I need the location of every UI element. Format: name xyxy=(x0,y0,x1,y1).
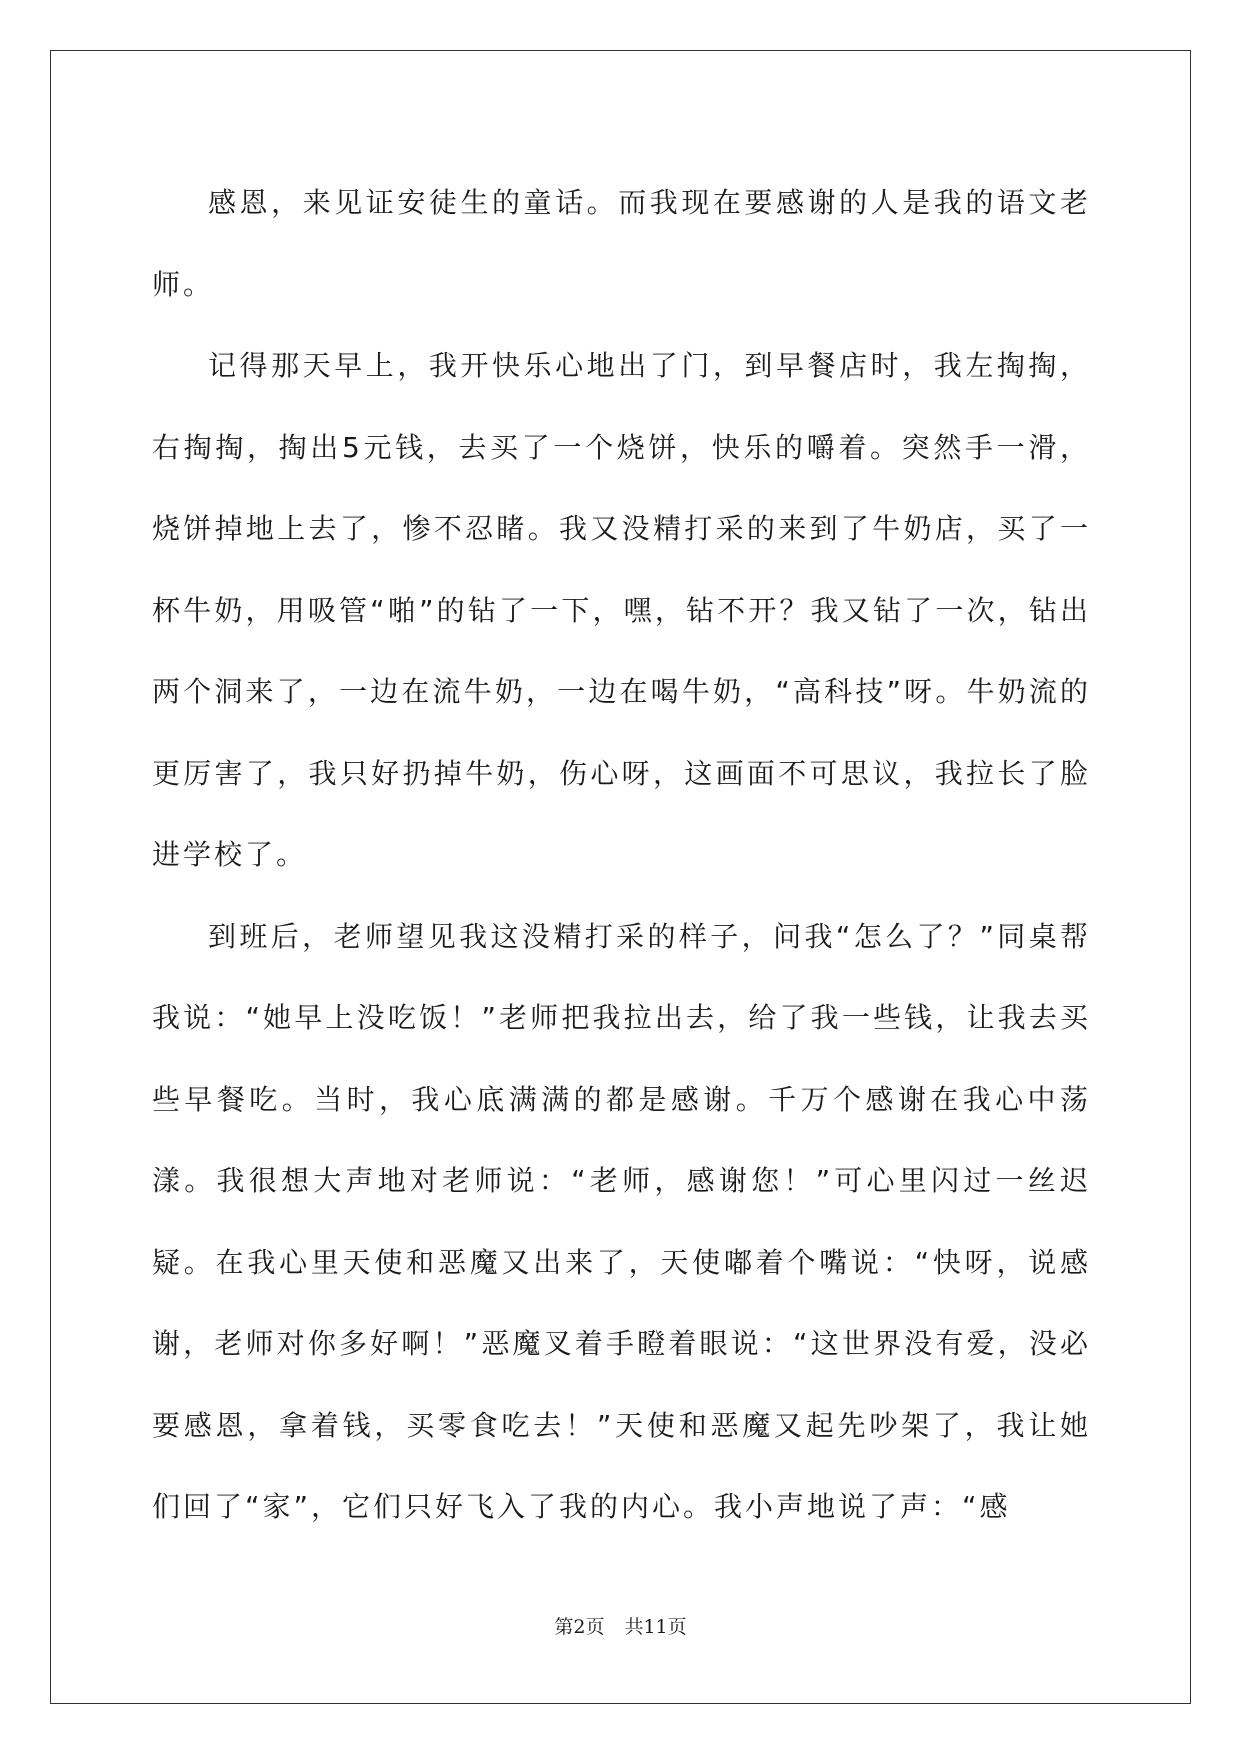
paragraph-3: 到班后，老师望见我这没精打采的样子，问我“怎么了？”同桌帮我说：“她早上没吃饭！”老师把我拉出去，给了我一些钱，让我去买些早餐吃。当时，我心底满满的都是感谢。千万个感谢在我心中荡漾。我很想大声地对老师说：“老师，感谢您！”可心里闪过一丝迟疑。在我心里天使和恶魔又出来了，天使嘟着个嘴说：“快呀，说感谢，老师对你多好啊！”恶魔叉着手瞪着眼说：“这世界没有爱，没必要感恩，拿着钱，买零食吃去！”天使和恶魔又起先吵架了，我让她们回了“家”，它们只好飞入了我的内心。我小声地说了声：“感 xyxy=(152,919,1091,1523)
document-body xyxy=(152,162,1091,1548)
paragraph-2: 记得那天早上，我开快乐心地出了门，到早餐店时，我左掏掏，右掏掏，掏出5元钱，去买了一个烧饼，快乐的嚼着。突然手一滑，烧饼掉地上去了，惨不忍睹。我又没精打采的来到了牛奶店，买了一杯牛奶，用吸管“啪”的钻了一下，嘿，钻不开？我又钻了一次，钻出两个洞来了，一边在流牛奶，一边在喝牛奶，“高科技”呀。牛奶流的更厉害了，我只好扔掉牛奶，伤心呀，这画面不可思议，我拉长了脸进学校了。 xyxy=(152,349,1091,871)
page-total: 共11页 xyxy=(624,1616,687,1638)
page-number: 第2页 xyxy=(554,1616,605,1638)
paragraph-1: 感恩，来见证安徒生的童话。而我现在要感谢的人是我的语文老师。 xyxy=(152,186,1091,301)
page-footer xyxy=(0,1612,1241,1639)
